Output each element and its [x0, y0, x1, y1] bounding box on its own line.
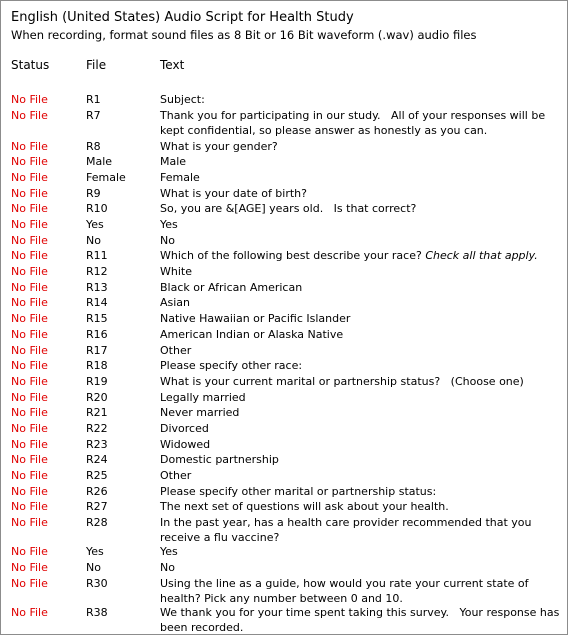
text-cell — [160, 280, 560, 295]
status-cell: No File — [11, 234, 48, 247]
script-text: Legally married — [160, 391, 246, 404]
status-cell: No File — [11, 344, 48, 357]
status-cell: No File — [11, 281, 48, 294]
file-cell: R38 — [86, 606, 108, 619]
status-cell: No File — [11, 328, 48, 341]
file-cell: R17 — [86, 344, 108, 357]
text-cell — [160, 343, 560, 358]
file-cell: Yes — [86, 218, 104, 231]
file-cell: R1 — [86, 93, 101, 106]
file-cell: No — [86, 234, 101, 247]
status-cell: No File — [11, 249, 48, 262]
file-cell: R24 — [86, 453, 108, 466]
text-cell — [160, 605, 563, 635]
script-text: Divorced — [160, 422, 209, 435]
text-cell — [160, 374, 560, 389]
status-cell: No File — [11, 391, 48, 404]
file-cell: R23 — [86, 438, 108, 451]
status-cell: No File — [11, 93, 48, 106]
status-cell: No File — [11, 438, 48, 451]
file-cell: R8 — [86, 140, 101, 153]
file-cell: R15 — [86, 312, 108, 325]
file-cell: R19 — [86, 375, 108, 388]
script-text: Subject: — [160, 93, 205, 106]
text-cell — [160, 108, 560, 139]
script-text: Female — [160, 171, 200, 184]
recording-instructions: When recording, format sound files as 8 Bit or 16 Bit waveform (.wav) audio files — [11, 28, 477, 42]
file-cell: R13 — [86, 281, 108, 294]
script-text: Which of the following best describe your race? — [160, 249, 426, 262]
script-text: Domestic partnership — [160, 453, 279, 466]
column-header-status: Status — [11, 58, 50, 72]
status-cell: No File — [11, 202, 48, 215]
status-cell: No File — [11, 422, 48, 435]
script-text-instruction: Check all that apply. — [425, 249, 538, 262]
script-text: What is your date of birth? — [160, 187, 307, 200]
text-cell — [160, 154, 560, 169]
status-cell: No File — [11, 485, 48, 498]
file-cell: R26 — [86, 485, 108, 498]
script-text: Other — [160, 469, 192, 482]
text-cell — [160, 468, 560, 483]
script-text: In the past year, has a health care provider recommended that you receive a flu vaccine? — [160, 516, 535, 545]
text-cell — [160, 233, 560, 248]
text-cell — [160, 437, 560, 452]
script-text: What is your gender? — [160, 140, 278, 153]
file-cell: R22 — [86, 422, 108, 435]
status-cell: No File — [11, 187, 48, 200]
text-cell — [160, 421, 560, 436]
column-header-text: Text — [160, 58, 185, 72]
file-cell: Yes — [86, 545, 104, 558]
text-cell — [160, 390, 560, 405]
script-text: Using the line as a guide, how would you rate your current state of health? Pick any number between 0 and 10. — [160, 577, 532, 606]
status-cell: No File — [11, 453, 48, 466]
text-cell — [160, 311, 560, 326]
file-cell: R28 — [86, 516, 108, 529]
script-text: Yes — [160, 545, 178, 558]
text-cell — [160, 515, 560, 546]
text-cell — [160, 499, 560, 514]
script-text: Black or African American — [160, 281, 303, 294]
status-cell: No File — [11, 561, 48, 574]
script-text: Other — [160, 344, 192, 357]
script-text: Yes — [160, 218, 178, 231]
status-cell: No File — [11, 606, 48, 619]
file-cell: R14 — [86, 296, 108, 309]
status-cell: No File — [11, 155, 48, 168]
text-cell — [160, 405, 560, 420]
file-cell: R18 — [86, 359, 108, 372]
status-cell: No File — [11, 296, 48, 309]
file-cell: Female — [86, 171, 126, 184]
column-header-file: File — [86, 58, 107, 72]
text-cell — [160, 544, 560, 559]
status-cell: No File — [11, 171, 48, 184]
status-cell: No File — [11, 500, 48, 513]
script-text: Never married — [160, 406, 240, 419]
text-cell — [160, 170, 560, 185]
status-cell: No File — [11, 312, 48, 325]
script-text: So, you are &[AGE] years old. Is that correct? — [160, 202, 417, 215]
status-cell: No File — [11, 516, 48, 529]
script-text: No — [160, 234, 175, 247]
file-cell: R7 — [86, 109, 101, 122]
script-text: Asian — [160, 296, 191, 309]
text-cell — [160, 576, 560, 607]
file-cell: R9 — [86, 187, 101, 200]
file-cell: R10 — [86, 202, 108, 215]
text-cell — [160, 560, 560, 575]
file-cell: R12 — [86, 265, 108, 278]
file-cell: R27 — [86, 500, 108, 513]
text-cell — [160, 139, 560, 154]
script-text: Please specify other race: — [160, 359, 303, 372]
script-text: Please specify other marital or partnership status: — [160, 485, 437, 498]
status-cell: No File — [11, 469, 48, 482]
status-cell: No File — [11, 359, 48, 372]
script-text: Native Hawaiian or Pacific Islander — [160, 312, 351, 325]
file-cell: R25 — [86, 469, 108, 482]
script-text: Widowed — [160, 438, 211, 451]
text-cell — [160, 358, 560, 373]
status-cell: No File — [11, 545, 48, 558]
file-cell: No — [86, 561, 101, 574]
text-cell — [160, 186, 560, 201]
status-cell: No File — [11, 406, 48, 419]
text-cell — [160, 264, 560, 279]
status-cell: No File — [11, 577, 48, 590]
script-text: White — [160, 265, 192, 278]
file-cell: R16 — [86, 328, 108, 341]
text-cell — [160, 248, 560, 263]
file-cell: R11 — [86, 249, 108, 262]
status-cell: No File — [11, 140, 48, 153]
status-cell: No File — [11, 218, 48, 231]
page-title: English (United States) Audio Script for Health Study — [11, 10, 354, 25]
file-cell: R20 — [86, 391, 108, 404]
status-cell: No File — [11, 109, 48, 122]
text-cell — [160, 452, 560, 467]
script-text: The next set of questions will ask about your health. — [160, 500, 449, 513]
text-cell — [160, 327, 560, 342]
text-cell — [160, 92, 560, 107]
script-text: Thank you for participating in our study. All of your responses will be kept confidential, so please answer as honestly as you can. — [160, 109, 549, 138]
script-text: Male — [160, 155, 187, 168]
file-cell: R21 — [86, 406, 108, 419]
script-text: What is your current marital or partnership status? (Choose one) — [160, 375, 524, 388]
text-cell — [160, 201, 560, 216]
status-cell: No File — [11, 375, 48, 388]
script-text: American Indian or Alaska Native — [160, 328, 344, 341]
status-cell: No File — [11, 265, 48, 278]
text-cell — [160, 484, 560, 499]
script-text: We thank you for your time spent taking this survey. Your response has been recorded. — [160, 606, 563, 635]
file-cell: Male — [86, 155, 113, 168]
file-cell: R30 — [86, 577, 108, 590]
text-cell — [160, 217, 560, 232]
script-text: No — [160, 561, 175, 574]
text-cell — [160, 295, 560, 310]
